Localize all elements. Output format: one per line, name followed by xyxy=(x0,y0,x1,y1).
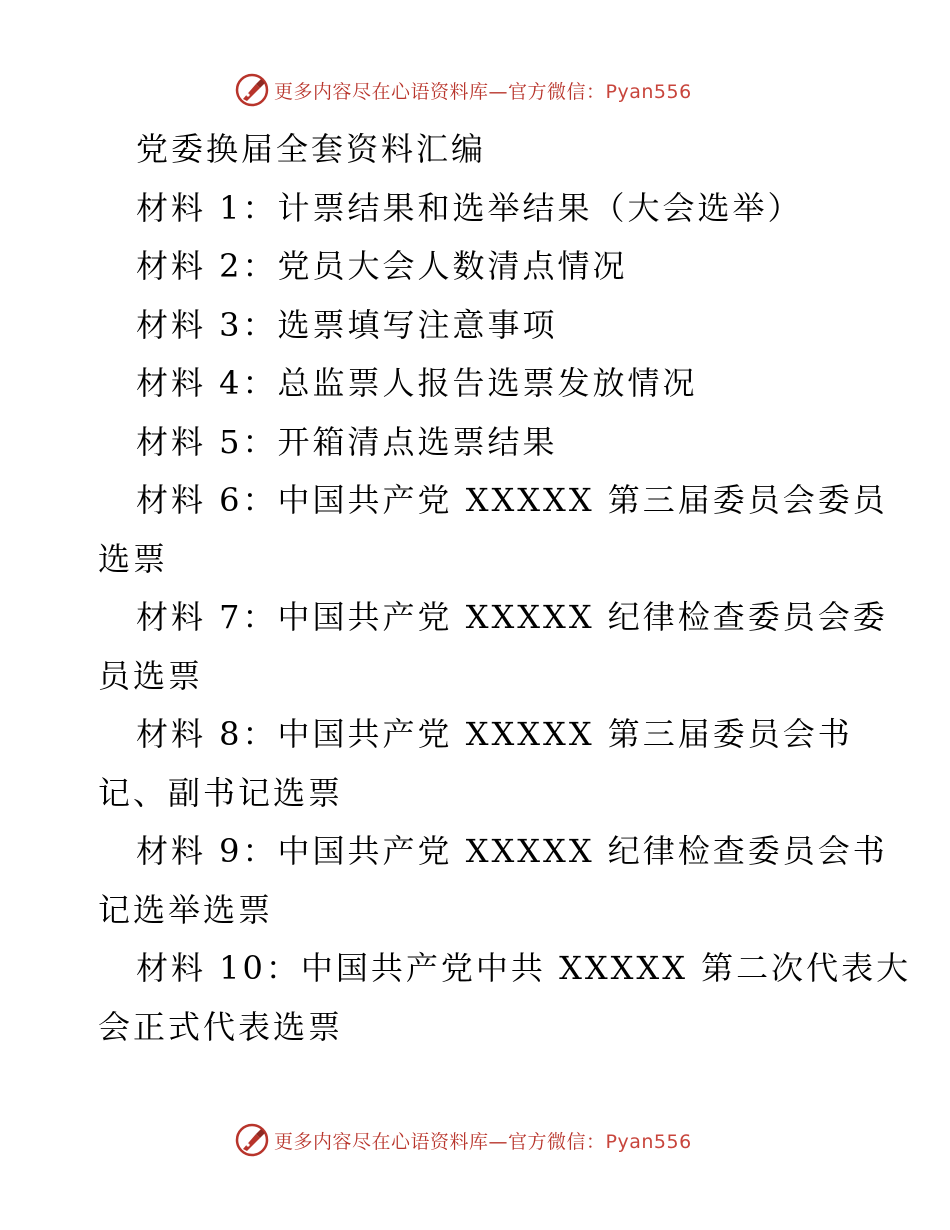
material-line-6-cont: 选票 xyxy=(98,539,169,578)
pen-logo-icon xyxy=(234,1122,270,1158)
pen-logo-icon xyxy=(234,72,270,108)
material-line-4: 材料 4：总监票人报告选票发放情况 xyxy=(136,364,698,402)
wechat-id: Pyan556 xyxy=(605,80,692,103)
material-line-1: 材料 1：计票结果和选举结果（大会选举） xyxy=(136,188,803,227)
document-title: 党委换届全套资料汇编 xyxy=(136,130,487,168)
material-line-2: 材料 2：党员大会人数清点情况 xyxy=(136,247,628,285)
material-line-6: 材料 6：中国共产党 XXXXX 第三届委员会委员 xyxy=(136,481,888,519)
material-line-8-cont: 记、副书记选票 xyxy=(98,773,344,812)
material-line-7: 材料 7：中国共产党 XXXXX 纪律检查委员会委 xyxy=(136,598,888,636)
material-line-10-cont: 会正式代表选票 xyxy=(98,1007,344,1046)
document-body xyxy=(98,120,912,1056)
footer-banner xyxy=(0,1120,950,1160)
material-line-7-cont: 员选票 xyxy=(98,656,204,695)
header-banner xyxy=(0,70,950,110)
wechat-id: Pyan556 xyxy=(605,1130,692,1153)
material-line-9-cont: 记选举选票 xyxy=(98,890,274,929)
material-line-3: 材料 3：选票填写注意事项 xyxy=(136,305,558,344)
material-line-8: 材料 8：中国共产党 XXXXX 第三届委员会书 xyxy=(136,715,853,753)
footer-banner-text: 更多内容尽在心语资料库—官方微信：Pyan556 xyxy=(274,1130,692,1153)
material-line-5: 材料 5：开箱清点选票结果 xyxy=(136,422,558,461)
material-line-10: 材料 10：中国共产党中共 XXXXX 第二次代表大 xyxy=(136,949,912,987)
material-line-9: 材料 9：中国共产党 XXXXX 纪律检查委员会书 xyxy=(136,832,888,870)
header-banner-text: 更多内容尽在心语资料库—官方微信：Pyan556 xyxy=(274,80,692,103)
